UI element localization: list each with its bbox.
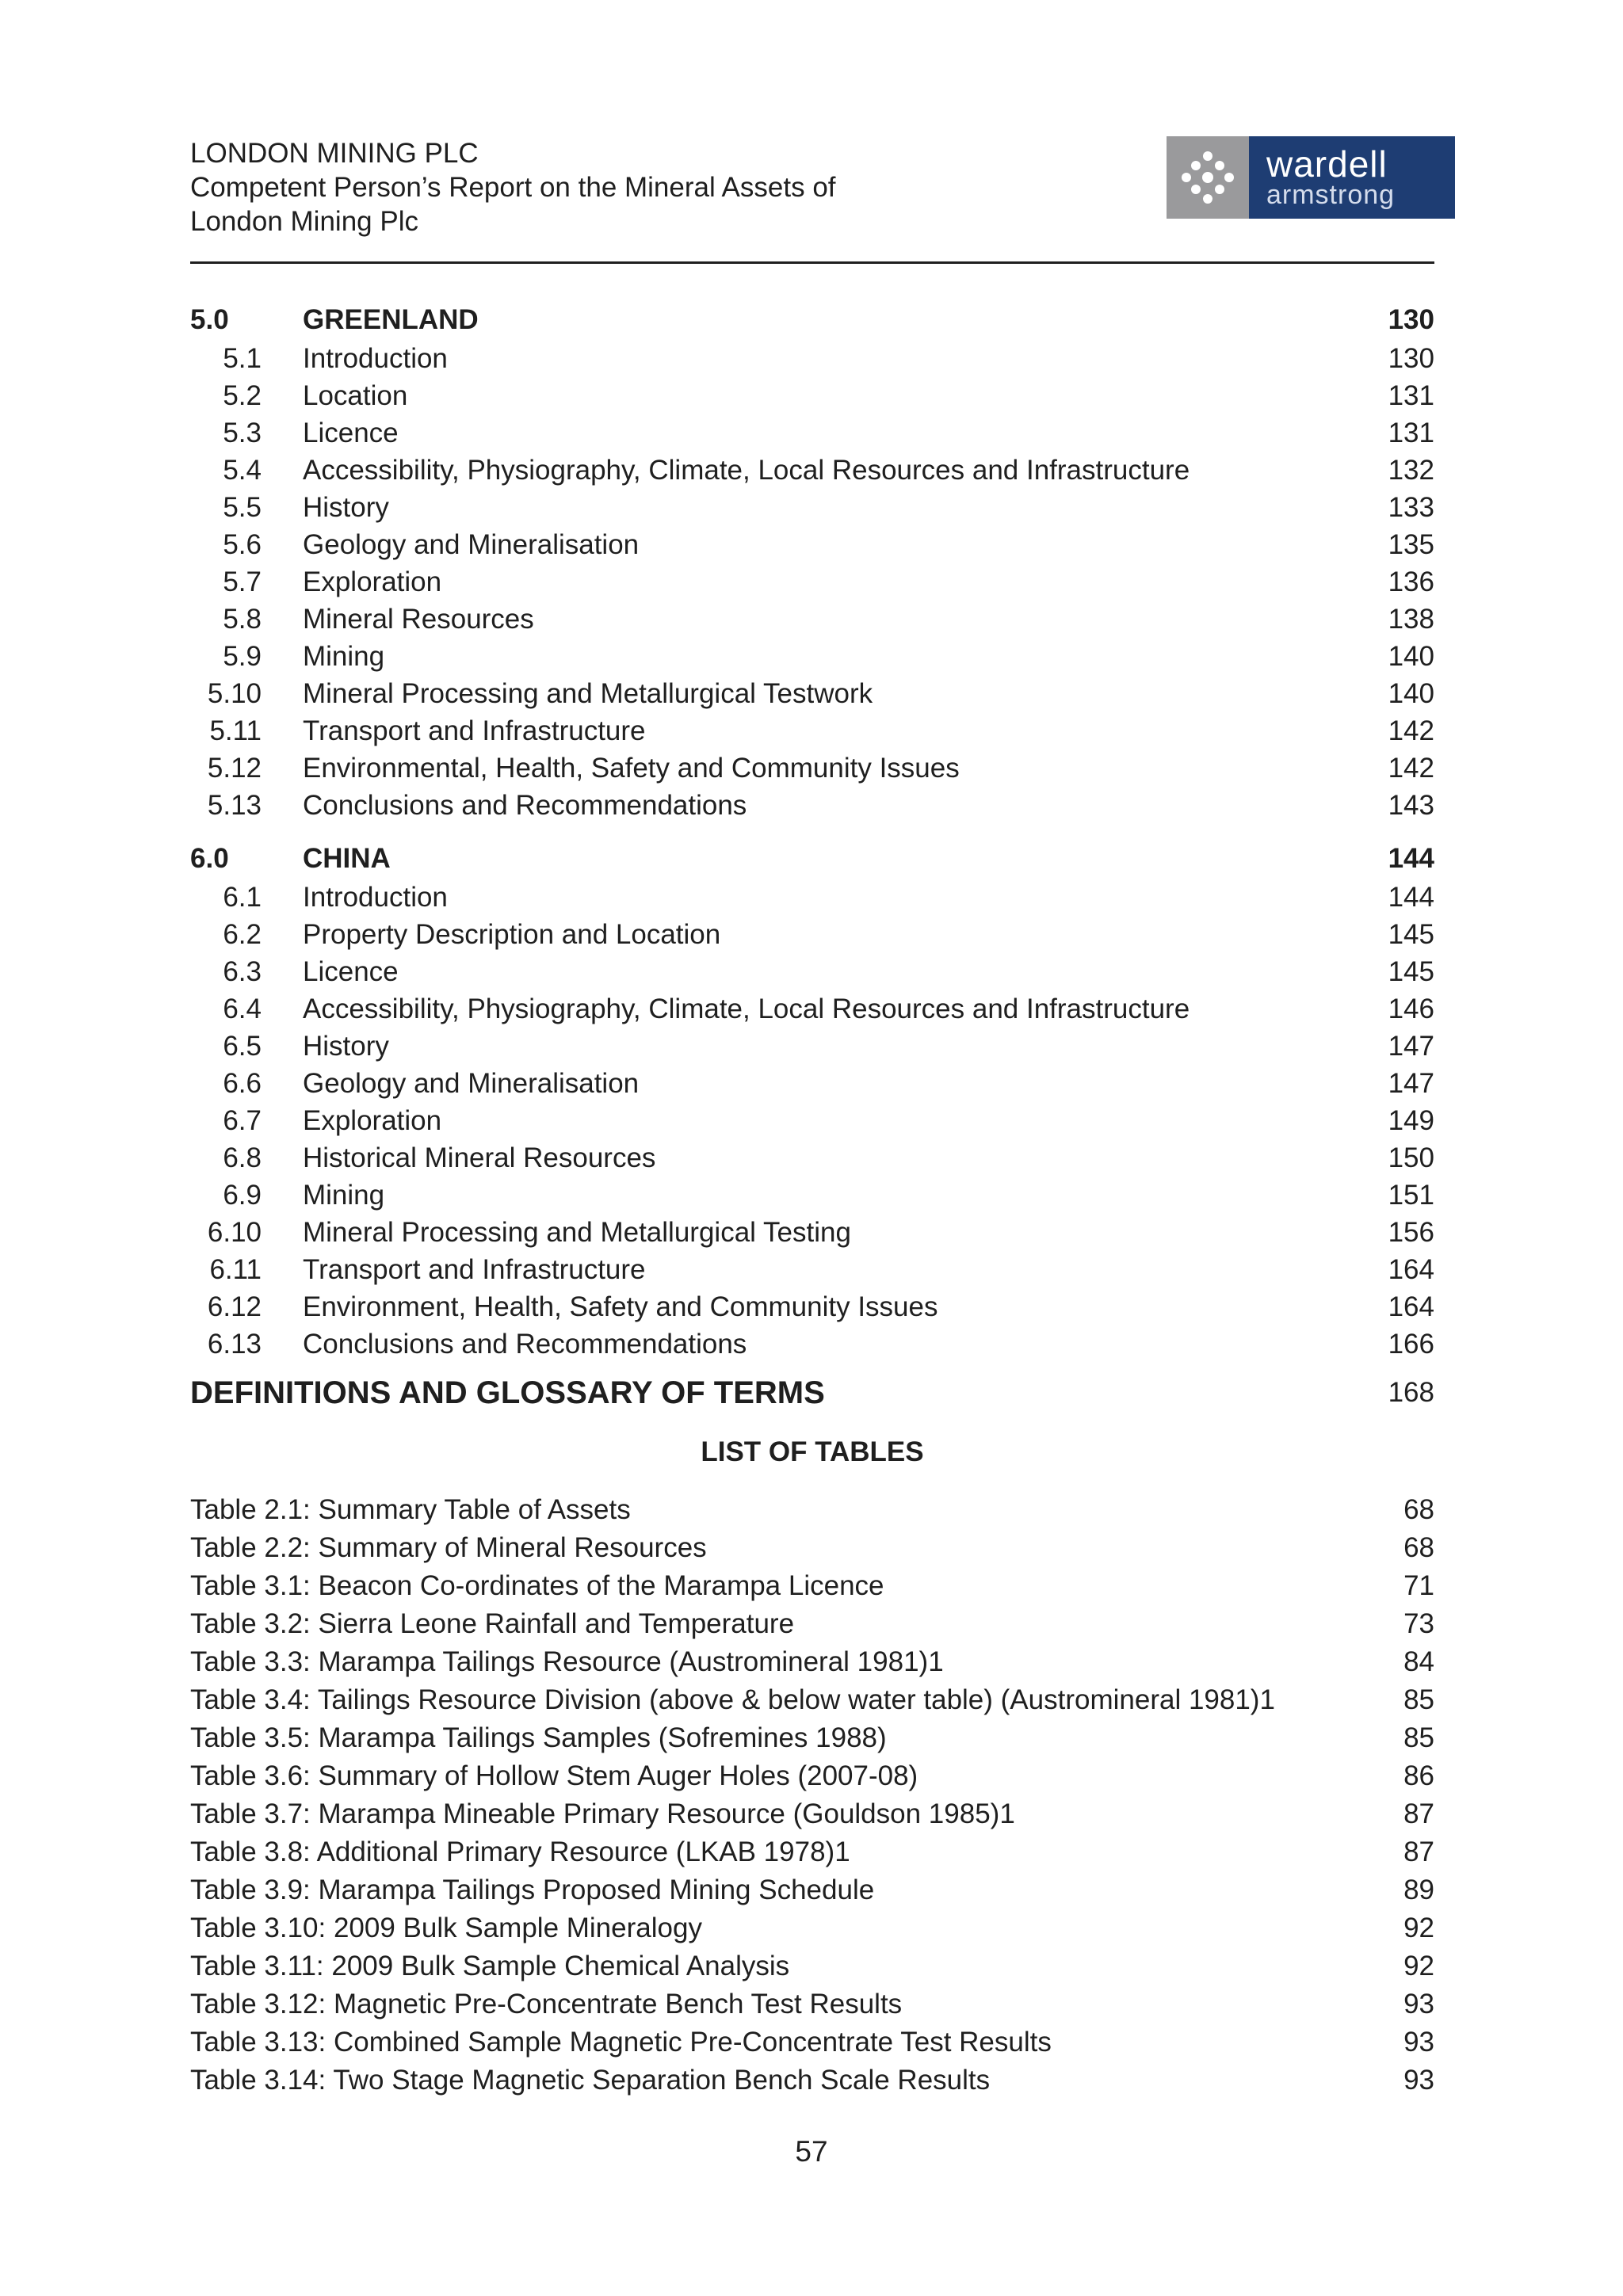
entry-page: 147 (1388, 1031, 1434, 1062)
table-list-entry[interactable] (190, 1985, 1434, 2023)
table-entry-page: 84 (1403, 1646, 1434, 1677)
entry-title: Conclusions and Recommendations (303, 1329, 747, 1360)
toc-entry[interactable] (190, 1325, 1434, 1363)
toc-entry[interactable] (190, 340, 1434, 377)
entry-title: Transport and Infrastructure (303, 715, 646, 746)
table-entry-title: Table 3.4: Tailings Resource Division (above & below water table) (Austromineral 1981)1 (190, 1684, 1275, 1715)
table-entry-title: Table 3.12: Magnetic Pre-Concentrate Bench Test Results (190, 1989, 903, 2019)
table-entry-title: Table 3.7: Marampa Mineable Primary Resource (Gouldson 1985)1 (190, 1798, 1015, 1829)
table-entry-page: 85 (1403, 1722, 1434, 1753)
table-entry-title: Table 3.8: Additional Primary Resource (LKAB 1978)1 (190, 1836, 850, 1867)
toc-entry[interactable] (190, 638, 1434, 675)
logo-dots-icon (1167, 136, 1249, 219)
entry-title: Accessibility, Physiography, Climate, Local Resources and Infrastructure (303, 455, 1190, 486)
table-entry-page: 93 (1403, 2065, 1434, 2096)
entry-number: 6.3 (223, 956, 262, 987)
section-number: 5.0 (190, 304, 229, 335)
toc-entry[interactable] (190, 1065, 1434, 1102)
table-entry-page: 93 (1403, 1989, 1434, 2019)
entry-number: 5.7 (223, 566, 262, 597)
table-entry-title: Table 2.2: Summary of Mineral Resources (190, 1532, 707, 1563)
table-entry-title: Table 3.14: Two Stage Magnetic Separation Bench Scale Results (190, 2065, 991, 2096)
section-title: CHINA (303, 843, 391, 874)
entry-number: 6.8 (223, 1142, 262, 1173)
logo-word-wardell: wardell (1266, 143, 1388, 185)
table-list-entry[interactable] (190, 1833, 1434, 1871)
entry-title: Mineral Processing and Metallurgical Testwork (303, 678, 873, 709)
entry-title: Geology and Mineralisation (303, 529, 640, 560)
toc-entry[interactable] (190, 1214, 1434, 1251)
table-list-entry[interactable] (190, 1719, 1434, 1757)
report-title-line2: London Mining Plc (190, 206, 418, 237)
entry-title: Property Description and Location (303, 919, 721, 950)
section-page: 144 (1388, 843, 1434, 874)
entry-page: 140 (1388, 641, 1434, 672)
entry-number: 6.7 (223, 1105, 262, 1136)
entry-number: 5.6 (223, 529, 262, 560)
entry-title: Mineral Resources (303, 604, 534, 635)
toc-entry[interactable] (190, 414, 1434, 452)
toc-entry[interactable] (190, 601, 1434, 638)
entry-page: 140 (1388, 678, 1434, 709)
section-page: 130 (1388, 304, 1434, 335)
header-divider (190, 261, 1434, 264)
toc-entry[interactable] (190, 489, 1434, 526)
definitions-page: 168 (1388, 1377, 1434, 1408)
table-entry-title: Table 3.5: Marampa Tailings Samples (Sofremines 1988) (190, 1722, 887, 1753)
toc-entry[interactable] (190, 1139, 1434, 1177)
toc-entry[interactable] (190, 452, 1434, 489)
entry-page: 132 (1388, 455, 1434, 486)
entry-number: 6.12 (207, 1291, 262, 1322)
page-number: 57 (795, 2135, 828, 2168)
entry-title: Introduction (303, 882, 448, 913)
toc-entry[interactable] (190, 749, 1434, 787)
entry-title: Transport and Infrastructure (303, 1254, 646, 1285)
table-entry-page: 85 (1403, 1684, 1434, 1715)
entry-page: 136 (1388, 566, 1434, 597)
toc-entry[interactable] (190, 879, 1434, 916)
table-entry-page: 93 (1403, 2027, 1434, 2058)
toc-entry[interactable] (190, 1102, 1434, 1139)
entry-number: 6.11 (209, 1254, 262, 1285)
table-list-entry[interactable] (190, 2023, 1434, 2061)
section-title: GREENLAND (303, 304, 479, 335)
table-entry-page: 68 (1403, 1494, 1434, 1525)
entry-title: History (303, 492, 389, 523)
entry-page: 164 (1388, 1291, 1434, 1322)
table-entry-page: 92 (1403, 1951, 1434, 1981)
entry-number: 5.12 (207, 753, 262, 784)
table-entry-title: Table 3.13: Combined Sample Magnetic Pre-Concentrate Test Results (190, 2027, 1052, 2058)
entry-number: 5.3 (223, 418, 262, 448)
toc-entry[interactable] (190, 1288, 1434, 1325)
table-entry-page: 89 (1403, 1875, 1434, 1905)
entry-number: 6.9 (223, 1180, 262, 1211)
table-entry-title: Table 3.9: Marampa Tailings Proposed Mining Schedule (190, 1875, 875, 1905)
entry-title: Accessibility, Physiography, Climate, Local Resources and Infrastructure (303, 994, 1190, 1024)
toc-entry[interactable] (190, 990, 1434, 1028)
toc-entry[interactable] (190, 526, 1434, 563)
entry-title: Exploration (303, 1105, 442, 1136)
toc-section-heading[interactable] (190, 838, 1434, 879)
toc-entry[interactable] (190, 377, 1434, 414)
entry-page: 143 (1388, 790, 1434, 821)
table-entry-page: 86 (1403, 1760, 1434, 1791)
entry-page: 145 (1388, 919, 1434, 950)
entry-title: Mining (303, 1180, 385, 1211)
table-list-entry[interactable] (190, 1795, 1434, 1833)
list-of-tables-heading: LIST OF TABLES (701, 1436, 924, 1467)
entry-title: Licence (303, 956, 399, 987)
toc-entry[interactable] (190, 1251, 1434, 1288)
logo-wordmark (1249, 136, 1455, 219)
table-entry-title: Table 3.2: Sierra Leone Rainfall and Temperature (190, 1608, 795, 1639)
entry-number: 5.10 (207, 678, 262, 709)
table-list-entry[interactable] (190, 1567, 1434, 1605)
entry-title: Environment, Health, Safety and Community Issues (303, 1291, 938, 1322)
table-list-entry[interactable] (190, 2061, 1434, 2100)
entry-page: 131 (1388, 418, 1434, 448)
table-list-entry[interactable] (190, 1529, 1434, 1567)
toc-entry[interactable] (190, 1028, 1434, 1065)
wardell-armstrong-logo (1167, 136, 1455, 219)
table-list-entry[interactable] (190, 1947, 1434, 1985)
entry-page: 151 (1388, 1180, 1434, 1211)
toc-section-heading[interactable] (190, 299, 1434, 340)
toc-entry[interactable] (190, 712, 1434, 749)
entry-title: History (303, 1031, 389, 1062)
entry-title: Exploration (303, 566, 442, 597)
entry-title: Licence (303, 418, 399, 448)
entry-title: Location (303, 380, 408, 411)
toc-entry[interactable] (190, 563, 1434, 601)
logo-word-armstrong: armstrong (1266, 180, 1396, 210)
entry-page: 150 (1388, 1142, 1434, 1173)
table-list-entry[interactable] (190, 1909, 1434, 1947)
entry-page: 146 (1388, 994, 1434, 1024)
entry-title: Mineral Processing and Metallurgical Testing (303, 1217, 851, 1248)
table-entry-page: 87 (1403, 1798, 1434, 1829)
table-entry-page: 68 (1403, 1532, 1434, 1563)
table-entry-page: 71 (1403, 1570, 1434, 1601)
company-name: LONDON MINING PLC (190, 138, 479, 169)
entry-number: 6.13 (207, 1329, 262, 1360)
table-list-entry[interactable] (190, 1681, 1434, 1719)
table-list-entry[interactable] (190, 1605, 1434, 1643)
entry-number: 6.5 (223, 1031, 262, 1062)
entry-page: 135 (1388, 529, 1434, 560)
entry-number: 5.5 (223, 492, 262, 523)
entry-number: 5.11 (209, 715, 262, 746)
entry-page: 142 (1388, 715, 1434, 746)
toc-entry[interactable] (190, 953, 1434, 990)
table-list-entry[interactable] (190, 1643, 1434, 1681)
entry-page: 164 (1388, 1254, 1434, 1285)
entry-title: Mining (303, 641, 385, 672)
table-entry-title: Table 3.10: 2009 Bulk Sample Mineralogy (190, 1913, 702, 1943)
page-header (190, 136, 1434, 238)
table-list-entry[interactable] (190, 1491, 1434, 1529)
entry-number: 6.2 (223, 919, 262, 950)
table-of-contents (190, 299, 1434, 2100)
table-entry-title: Table 3.3: Marampa Tailings Resource (Austromineral 1981)1 (190, 1646, 944, 1677)
entry-page: 130 (1388, 343, 1434, 374)
toc-section-greenland (190, 299, 1434, 824)
entry-title: Historical Mineral Resources (303, 1142, 656, 1173)
entry-number: 6.4 (223, 994, 262, 1024)
table-entry-page: 73 (1403, 1608, 1434, 1639)
table-entry-title: Table 3.11: 2009 Bulk Sample Chemical Analysis (190, 1951, 790, 1981)
entry-page: 142 (1388, 753, 1434, 784)
toc-section-china (190, 838, 1434, 1363)
entry-title: Introduction (303, 343, 448, 374)
entry-page: 147 (1388, 1068, 1434, 1099)
entry-page: 144 (1388, 882, 1434, 913)
definitions-title: DEFINITIONS AND GLOSSARY OF TERMS (190, 1375, 825, 1410)
table-list-entry[interactable] (190, 1757, 1434, 1795)
toc-entry[interactable] (190, 787, 1434, 824)
entry-number: 6.10 (207, 1217, 262, 1248)
entry-number: 6.1 (223, 882, 262, 913)
table-entry-title: Table 3.6: Summary of Hollow Stem Auger Holes (2007-08) (190, 1760, 918, 1791)
entry-number: 5.2 (223, 380, 262, 411)
entry-title: Environmental, Health, Safety and Community Issues (303, 753, 960, 784)
entry-number: 6.6 (223, 1068, 262, 1099)
list-of-tables (190, 1491, 1434, 2100)
table-entry-title: Table 3.1: Beacon Co-ordinates of the Marampa Licence (190, 1570, 884, 1601)
entry-page: 145 (1388, 956, 1434, 987)
entry-number: 5.4 (223, 455, 262, 486)
table-entry-title: Table 2.1: Summary Table of Assets (190, 1494, 631, 1525)
toc-entry[interactable] (190, 1177, 1434, 1214)
toc-definitions-entry[interactable] (190, 1369, 1434, 1417)
toc-entry[interactable] (190, 675, 1434, 712)
entry-page: 131 (1388, 380, 1434, 411)
entry-number: 5.1 (223, 343, 262, 374)
report-title-line1: Competent Person’s Report on the Mineral Assets of (190, 172, 836, 203)
entry-page: 156 (1388, 1217, 1434, 1248)
entry-number: 5.9 (223, 641, 262, 672)
entry-title: Conclusions and Recommendations (303, 790, 747, 821)
table-list-entry[interactable] (190, 1871, 1434, 1909)
table-entry-page: 87 (1403, 1836, 1434, 1867)
toc-entry[interactable] (190, 916, 1434, 953)
entry-title: Geology and Mineralisation (303, 1068, 640, 1099)
entry-number: 5.8 (223, 604, 262, 635)
entry-page: 138 (1388, 604, 1434, 635)
entry-page: 133 (1388, 492, 1434, 523)
entry-number: 5.13 (207, 790, 262, 821)
section-number: 6.0 (190, 843, 229, 874)
entry-page: 166 (1388, 1329, 1434, 1360)
entry-page: 149 (1388, 1105, 1434, 1136)
table-entry-page: 92 (1403, 1913, 1434, 1943)
